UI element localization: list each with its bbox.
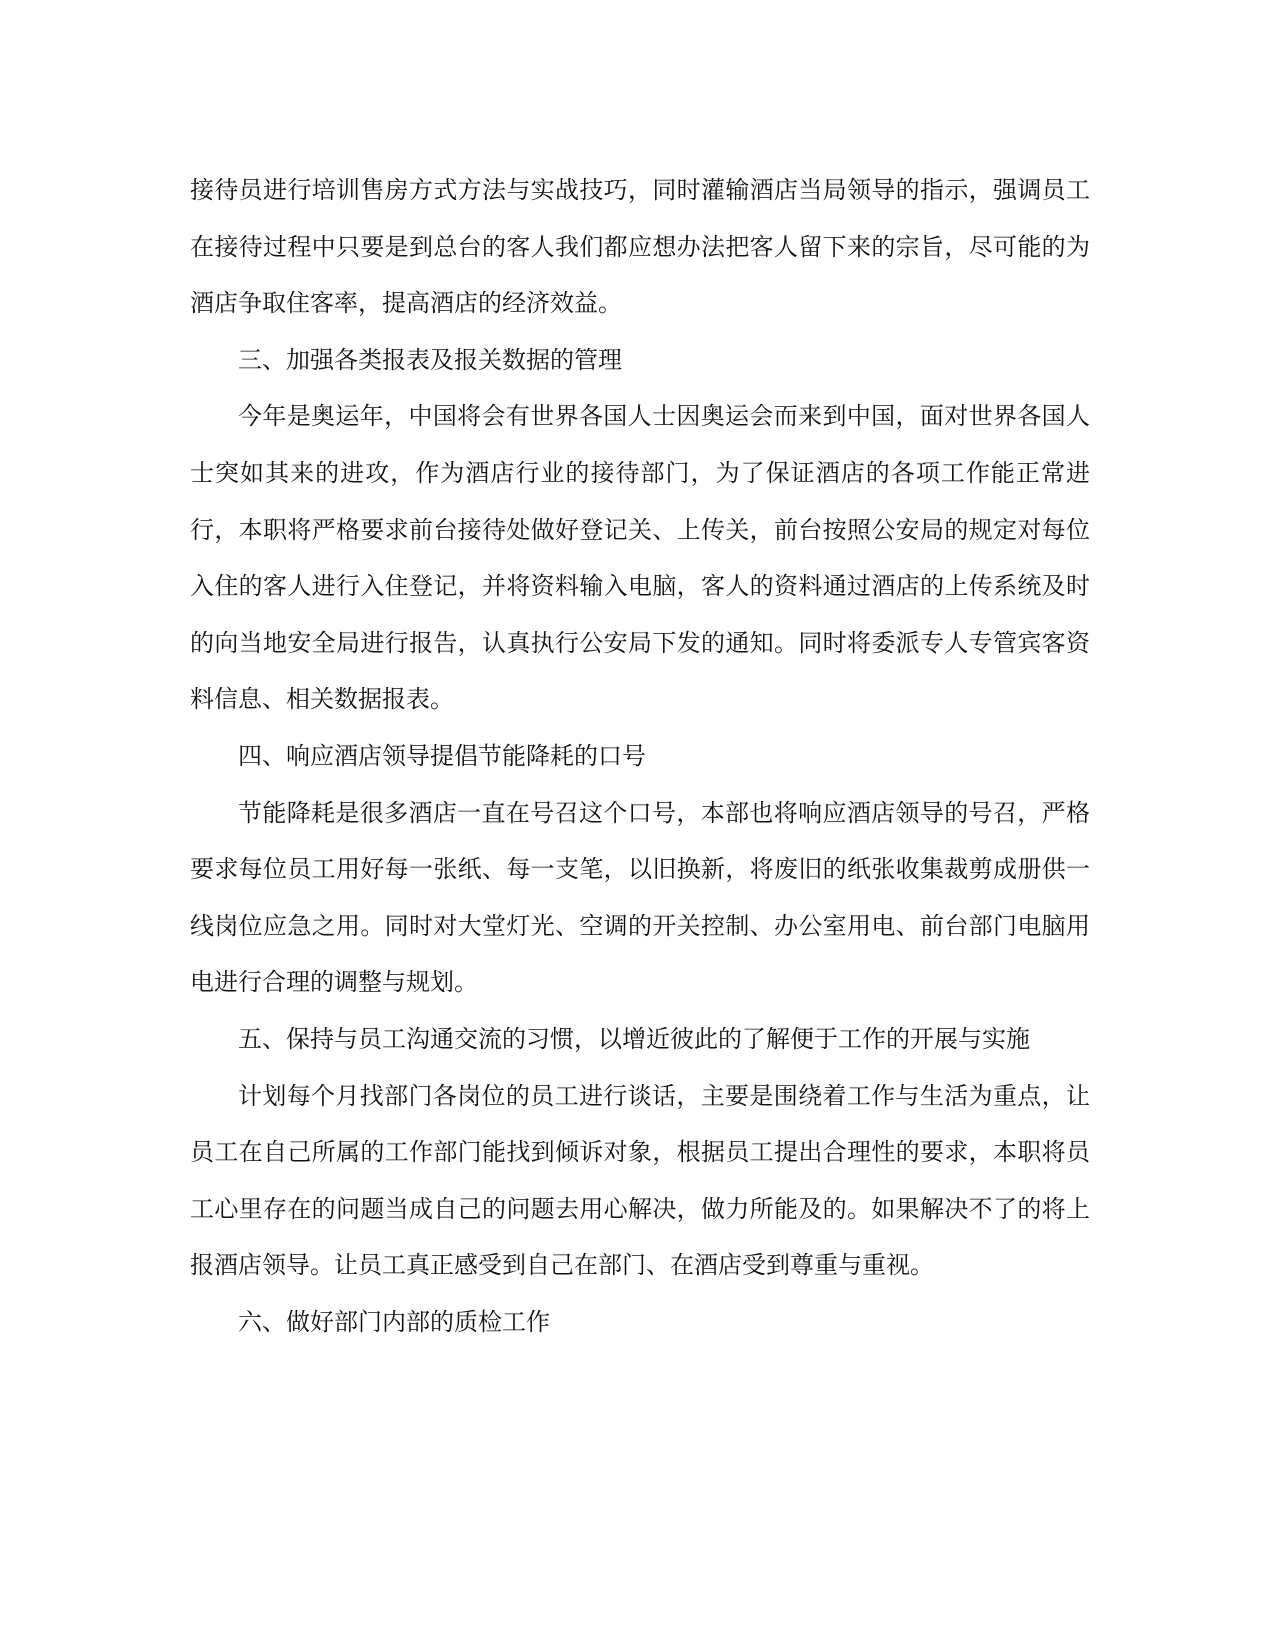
section-heading-3: 三、加强各类报表及报关数据的管理	[238, 345, 622, 374]
document-body	[190, 162, 1090, 1350]
section-heading-5: 五、保持与员工沟通交流的习惯，以增近彼此的了解便于工作的开展与实施	[238, 1024, 1030, 1053]
paragraph-energy-saving: 节能降耗是很多酒店一直在号召这个口号，本部也将响应酒店领导的号召，严格要求每位员工用好每一张纸、每一支笔，以旧换新，将废旧的纸张收集裁剪成册供一线岗位应急之用。同时对大堂灯光、空调的开关控制、办公室用电、前台部门电脑用电进行合理的调整与规划。	[190, 798, 1090, 997]
paragraph-continuation: 接待员进行培训售房方式方法与实战技巧，同时灌输酒店当局领导的指示，强调员工在接待过程中只要是到总台的客人我们都应想办法把客人留下来的宗旨，尽可能的为酒店争取住客率，提高酒店的经济效益。	[190, 176, 1090, 318]
paragraph-reports: 今年是奥运年，中国将会有世界各国人士因奥运会而来到中国，面对世界各国人士突如其来的进攻，作为酒店行业的接待部门，为了保证酒店的各项工作能正常进行，本职将严格要求前台接待处做好登记关、上传关，前台按照公安局的规定对每位入住的客人进行入住登记，并将资料输入电脑，客人的资料通过酒店的上传系统及时的向当地安全局进行报告，认真执行公安局下发的通知。同时将委派专人专管宾客资料信息、相关数据报表。	[190, 402, 1090, 714]
section-heading-4: 四、响应酒店领导提倡节能降耗的口号	[238, 741, 646, 770]
paragraph-communication: 计划每个月找部门各岗位的员工进行谈话，主要是围绕着工作与生活为重点，让员工在自己所属的工作部门能找到倾诉对象，根据员工提出合理性的要求，本职将员工心里存在的问题当成自己的问题去用心解决，做力所能及的。如果解决不了的将上报酒店领导。让员工真正感受到自己在部门、在酒店受到尊重与重视。	[190, 1081, 1090, 1280]
section-heading-6: 六、做好部门内部的质检工作	[238, 1307, 550, 1336]
